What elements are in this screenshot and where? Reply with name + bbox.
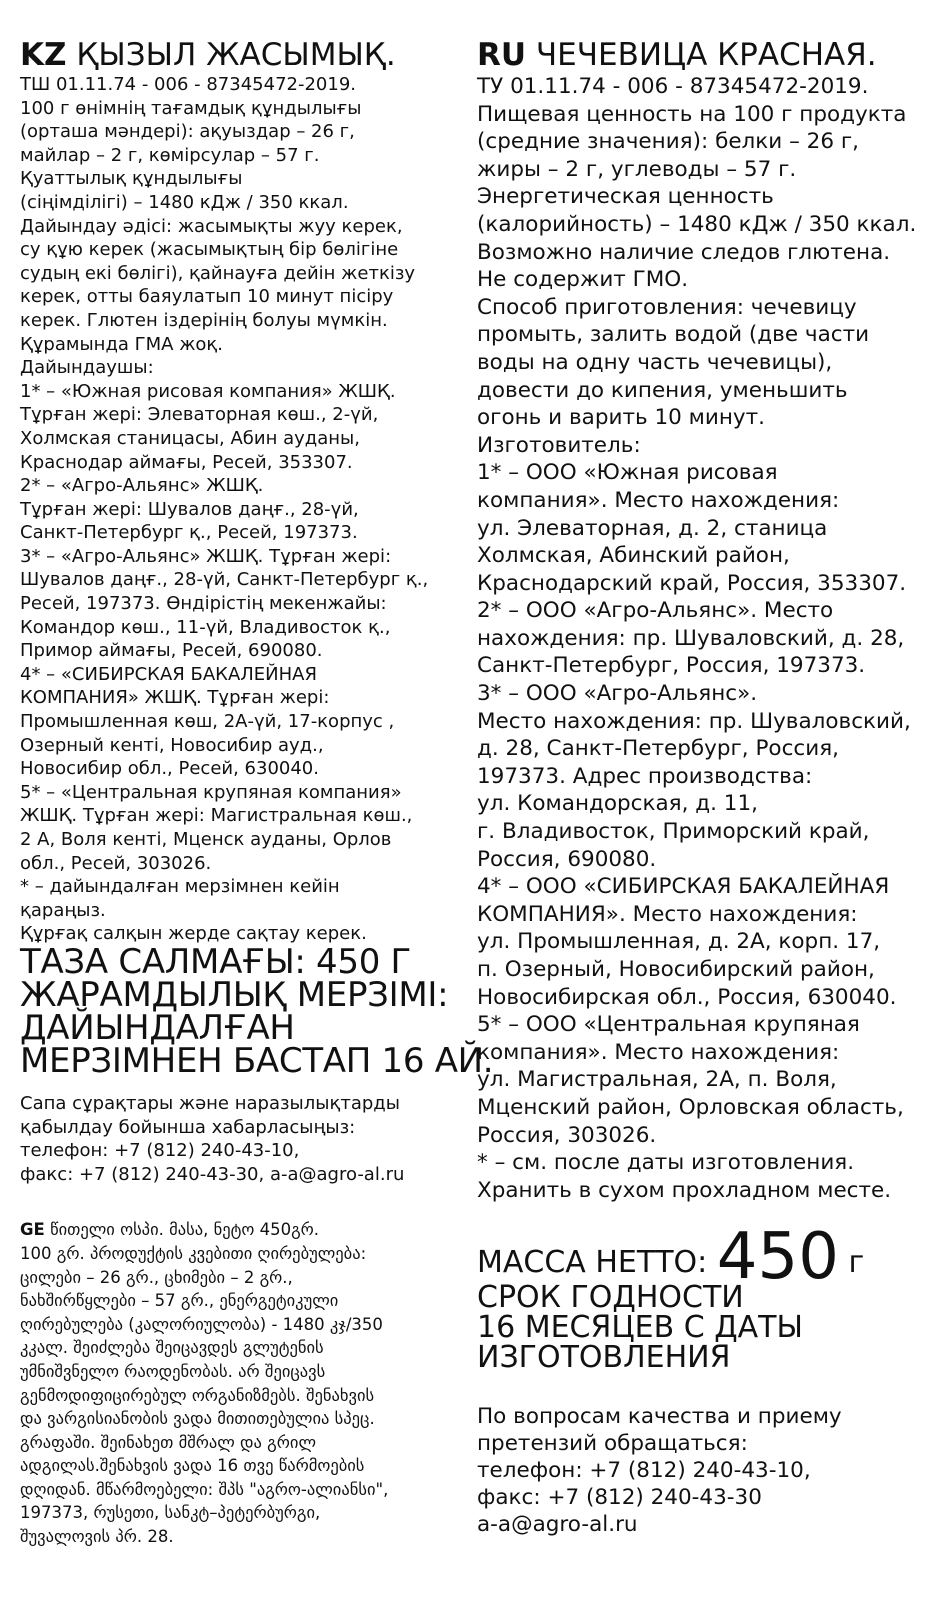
ge-text-line: ცილები – 26 გრ., ცხიმები – 2 გრ., xyxy=(20,1267,293,1287)
kz-text-line: Санкт-Петербург қ., Ресей, 197373. xyxy=(20,522,358,544)
ge-body xyxy=(20,1242,465,1549)
kz-language-code: KZ xyxy=(20,37,67,73)
kz-contact-line: Сапа сұрақтары және наразылықтарды xyxy=(20,1092,400,1114)
russian-column xyxy=(477,0,932,1538)
ge-first-line-text: წითელი ოსპი. მასა, ნეტო 450გრ. xyxy=(44,1220,320,1240)
ru-text-line: КОМПАНИЯ». Место нахождения: xyxy=(477,901,858,927)
ge-text-line: ნახშირწყლები – 57 გრ., ენერგეტიკული xyxy=(20,1291,339,1311)
kz-text-line: 5* – «Центральная крупяная компания» xyxy=(20,781,402,803)
kz-text-line: Құрғақ салқын жерде сақтау керек. xyxy=(20,923,367,945)
ru-product-title: ЧЕЧЕВИЦА КРАСНАЯ. xyxy=(535,37,877,73)
ru-text-line: жиры – 2 г, углеводы – 57 г. xyxy=(477,156,797,182)
ru-text-line: (средние значения): белки – 26 г, xyxy=(477,129,859,155)
kz-text-line: керек. Глютен іздерінің болуы мүмкін. xyxy=(20,309,388,331)
ru-text-line: воды на одну часть чечевицы), xyxy=(477,349,833,375)
ru-text-line: довести до кипения, уменьшить xyxy=(477,377,848,403)
ru-big-line: 16 МЕСЯЦЕВ С ДАТЫ xyxy=(477,1310,803,1346)
kz-text-line: су құю керек (жасымықтың бір бөлігіне xyxy=(20,239,399,261)
ru-big-line: СРОК ГОДНОСТИ xyxy=(477,1280,744,1316)
ru-net-weight xyxy=(477,1220,932,1295)
ru-text-line: 1* – ООО «Южная рисовая xyxy=(477,460,778,486)
kz-contact-info xyxy=(20,1092,465,1186)
kz-text-line: Холмская станицасы, Абин ауданы, xyxy=(20,427,360,449)
kz-text-line: * – дайындалған мерзімнен кейін xyxy=(20,876,340,898)
ru-text-line: огонь и варить 10 минут. xyxy=(477,405,765,431)
ru-text-line: Энергетическая ценность xyxy=(477,184,774,210)
ru-text-line: Хранить в сухом прохладном месте. xyxy=(477,1177,892,1203)
ru-text-line: ул. Магистральная, 2А, п. Воля, xyxy=(477,1067,837,1093)
ru-text-line: компания». Место нахождения: xyxy=(477,1039,840,1065)
kz-big-line: ДАЙЫНДАЛҒАН xyxy=(20,1007,295,1048)
ru-text-line: 2* – ООО «Агро-Альянс». Место xyxy=(477,598,834,624)
ru-text-line: д. 28, Санкт-Петербург, Россия, xyxy=(477,736,839,762)
georgian-block xyxy=(20,1218,465,1548)
ru-text-line: нахождения: пр. Шуваловский, д. 28, xyxy=(477,625,905,651)
ru-contact-line: факс: +7 (812) 240-43-30 xyxy=(477,1485,762,1511)
kz-text-line: 2 А, Воля кенті, Мценск ауданы, Орлов xyxy=(20,829,392,850)
ru-text-line: Краснодарский край, Россия, 353307. xyxy=(477,570,907,596)
ru-contact-line: a-a@agro-al.ru xyxy=(477,1512,638,1538)
ru-text-line: Холмская, Абинский район, xyxy=(477,543,790,569)
kz-text-line: 2* – «Агро-Альянс» ЖШҚ. xyxy=(20,475,264,497)
kz-text-line: қараңыз. xyxy=(20,899,106,921)
ru-net-unit: г xyxy=(848,1245,865,1281)
ru-heading xyxy=(477,37,932,73)
ru-text-line: 5* – ООО «Центральная крупяная xyxy=(477,1012,860,1038)
ru-big-line: ИЗГОТОВЛЕНИЯ xyxy=(477,1340,731,1376)
kz-text-line: Тұрған жері: Шувалов даңғ., 28-үй, xyxy=(20,498,359,520)
kz-text-line: 3* – «Агро-Альянс» ЖШҚ. Тұрған жері: xyxy=(20,545,392,567)
ru-text-line: компания». Место нахождения: xyxy=(477,487,840,513)
kz-big-line: ЖАРАМДЫЛЫҚ МЕРЗІМІ: xyxy=(20,974,449,1015)
ru-text-line: ул. Командорская, д. 11, xyxy=(477,791,758,817)
ru-text-line: * – см. после даты изготовления. xyxy=(477,1150,855,1176)
kz-text-line: 1* – «Южная рисовая компания» ЖШҚ. xyxy=(20,380,396,402)
kz-net-weight-and-shelf-life xyxy=(20,941,494,1081)
ru-text-line: (калорийность) – 1480 кДж / 350 ккал. xyxy=(477,211,917,237)
ge-text-line: გრაფაში. შეინახეთ მშრალ და გრილ xyxy=(20,1432,317,1452)
kz-text-line: Промышленная көш, 2А-үй, 17-корпус , xyxy=(20,711,395,733)
kz-text-line: судың екі бөлігі), қайнауға дейін жеткізу xyxy=(20,262,416,284)
ru-text-line: Санкт-Петербург, Россия, 197373. xyxy=(477,653,866,679)
kz-text-line: Шувалов даңғ., 28-үй, Санкт-Петербург қ., xyxy=(20,569,429,591)
kz-product-title: ҚЫЗЫЛ ЖАСЫМЫҚ. xyxy=(76,37,396,73)
ge-text-line: დღიდან. მწარმოებელი: შპს "აგრო-ალიანსი", xyxy=(20,1479,389,1499)
kz-text-line: Дайындаушы: xyxy=(20,357,154,379)
ge-text-line: 100 გრ. პროდუქტის კვებითი ღირებულება: xyxy=(20,1243,367,1263)
kz-contact-line: қабылдау бойынша хабарласыңыз: xyxy=(20,1116,356,1138)
kz-big-line: МЕРЗІМНЕН БАСТАП 16 АЙ. xyxy=(20,1040,494,1081)
ge-text-line: გენმოდიფიცირებულ ორგანიზმებს. შენახვის xyxy=(20,1385,375,1405)
kz-text-line: Қуаттылық құндылығы xyxy=(20,168,243,190)
ru-body xyxy=(477,73,932,1204)
kz-text-line: обл., Ресей, 303026. xyxy=(20,852,212,874)
kz-text-line: Краснодар аймағы, Ресей, 353307. xyxy=(20,451,353,473)
kz-text-line: (сіңімділігі) – 1480 кДж / 350 ккал. xyxy=(20,191,349,213)
ru-text-line: г. Владивосток, Приморский край, xyxy=(477,819,870,845)
ru-text-line: Мценский район, Орловская область, xyxy=(477,1094,904,1120)
kz-text-line: Тұрған жері: Элеваторная көш., 2-үй, xyxy=(20,404,379,426)
ge-first-line xyxy=(20,1218,465,1242)
ru-contact-line: По вопросам качества и приему xyxy=(477,1404,842,1430)
kz-text-line: КОМПАНИЯ» ЖШҚ. Тұрған жері: xyxy=(20,687,330,709)
kz-text-line: Командор көш., 11-үй, Владивосток қ., xyxy=(20,616,391,638)
ge-text-line: უმნიშვნელო რაოდენობას. არ შეიცავს xyxy=(20,1361,326,1381)
ru-language-code: RU xyxy=(477,37,527,73)
ru-contact-info xyxy=(477,1403,932,1538)
ru-net-label: МАССА НЕТТО: xyxy=(477,1245,708,1281)
ru-text-line: ул. Элеваторная, д. 2, станица xyxy=(477,515,828,541)
ge-text-line: ღირებულება (კალორიულობა) - 1480 კჯ/350 xyxy=(20,1314,383,1334)
kz-text-line: Озерный кенті, Новосибир ауд., xyxy=(20,734,324,756)
kz-text-line: майлар – 2 г, көмірсулар – 57 г. xyxy=(20,144,320,166)
ru-text-line: Россия, 690080. xyxy=(477,846,657,872)
ge-text-line: და ვარგისიანობის ვადა მითითებულია სპეც. xyxy=(20,1409,375,1429)
ru-text-line: Пищевая ценность на 100 г продукта xyxy=(477,101,907,127)
ge-text-line: 197373, რუსეთი, სანკტ–პეტერბურგი, xyxy=(20,1503,321,1523)
kz-contact-line: факс: +7 (812) 240-43-30, a-a@agro-al.ru xyxy=(20,1163,405,1185)
kz-text-line: Дайындау әдісі: жасымықты жуу керек, xyxy=(20,215,403,237)
ru-text-line: ул. Промышленная, д. 2А, корп. 17, xyxy=(477,929,881,955)
ge-text-line: ადგილას.შენახვის ვადა 16 თვე წარმოების xyxy=(20,1456,365,1476)
kz-text-line: (орташа мәндері): ақуыздар – 26 г, xyxy=(20,121,355,143)
ru-text-line: Новосибирская обл., Россия, 630040. xyxy=(477,984,897,1010)
kz-text-line: Новосибир обл., Ресей, 630040. xyxy=(20,758,319,780)
ru-text-line: 4* – ООО «СИБИРСКАЯ БАКАЛЕЙНАЯ xyxy=(477,874,890,900)
ru-text-line: Не содержит ГМО. xyxy=(477,267,689,293)
kz-text-line: Примор аймағы, Ресей, 690080. xyxy=(20,640,323,662)
ge-text-line: კკალ. შეიძლება შეიცავდეს გლუტენის xyxy=(20,1338,324,1358)
ru-text-line: Изготовитель: xyxy=(477,432,641,458)
ru-text-line: ТУ 01.11.74 - 006 - 87345472-2019. xyxy=(477,74,869,99)
ge-language-code: GE xyxy=(20,1220,45,1240)
ge-text-line: შუვალოვის პრ. 28. xyxy=(20,1527,174,1547)
ru-contact-line: телефон: +7 (812) 240-43-10, xyxy=(477,1458,811,1484)
kz-heading xyxy=(20,37,465,73)
kz-body xyxy=(20,73,465,946)
ru-text-line: п. Озерный, Новосибирский район, xyxy=(477,957,875,982)
ru-text-line: промыть, залить водой (две части xyxy=(477,322,870,348)
kz-contact-line: телефон: +7 (812) 240-43-10, xyxy=(20,1140,300,1162)
ru-text-line: Россия, 303026. xyxy=(477,1122,657,1148)
ru-text-line: Возможно наличие следов глютена. xyxy=(477,239,891,265)
kz-text-line: керек, отты баяулатып 10 минут пісіру xyxy=(20,286,394,308)
ru-net-weight-and-shelf-life xyxy=(477,1220,932,1376)
kz-text-line: ЖШҚ. Тұрған жері: Магистральная көш., xyxy=(20,805,413,827)
ru-text-line: Способ приготовления: чечевицу xyxy=(477,294,857,320)
kz-text-line: Құрамында ГМА жоқ. xyxy=(20,333,224,355)
ru-net-value: 450 xyxy=(716,1220,839,1295)
kazakh-column xyxy=(20,0,494,1549)
kz-text-line: Ресей, 197373. Өндірістің мекенжайы: xyxy=(20,593,387,615)
kz-text-line: ТШ 01.11.74 - 006 - 87345472-2019. xyxy=(20,74,356,95)
ru-contact-line: претензий обращаться: xyxy=(477,1431,748,1457)
ru-text-line: Место нахождения: пр. Шуваловский, xyxy=(477,708,911,734)
ru-text-line: 197373. Адрес производства: xyxy=(477,763,813,789)
ru-shelf-life xyxy=(477,1280,932,1376)
ru-text-line: 3* – ООО «Агро-Альянс». xyxy=(477,681,758,707)
kz-text-line: 100 г өнімнің тағамдық құндылығы xyxy=(20,97,362,119)
kz-big-line: ТАЗА САЛМАҒЫ: 450 Г xyxy=(20,941,411,982)
kz-text-line: 4* – «СИБИРСКАЯ БАКАЛЕЙНАЯ xyxy=(20,663,317,685)
